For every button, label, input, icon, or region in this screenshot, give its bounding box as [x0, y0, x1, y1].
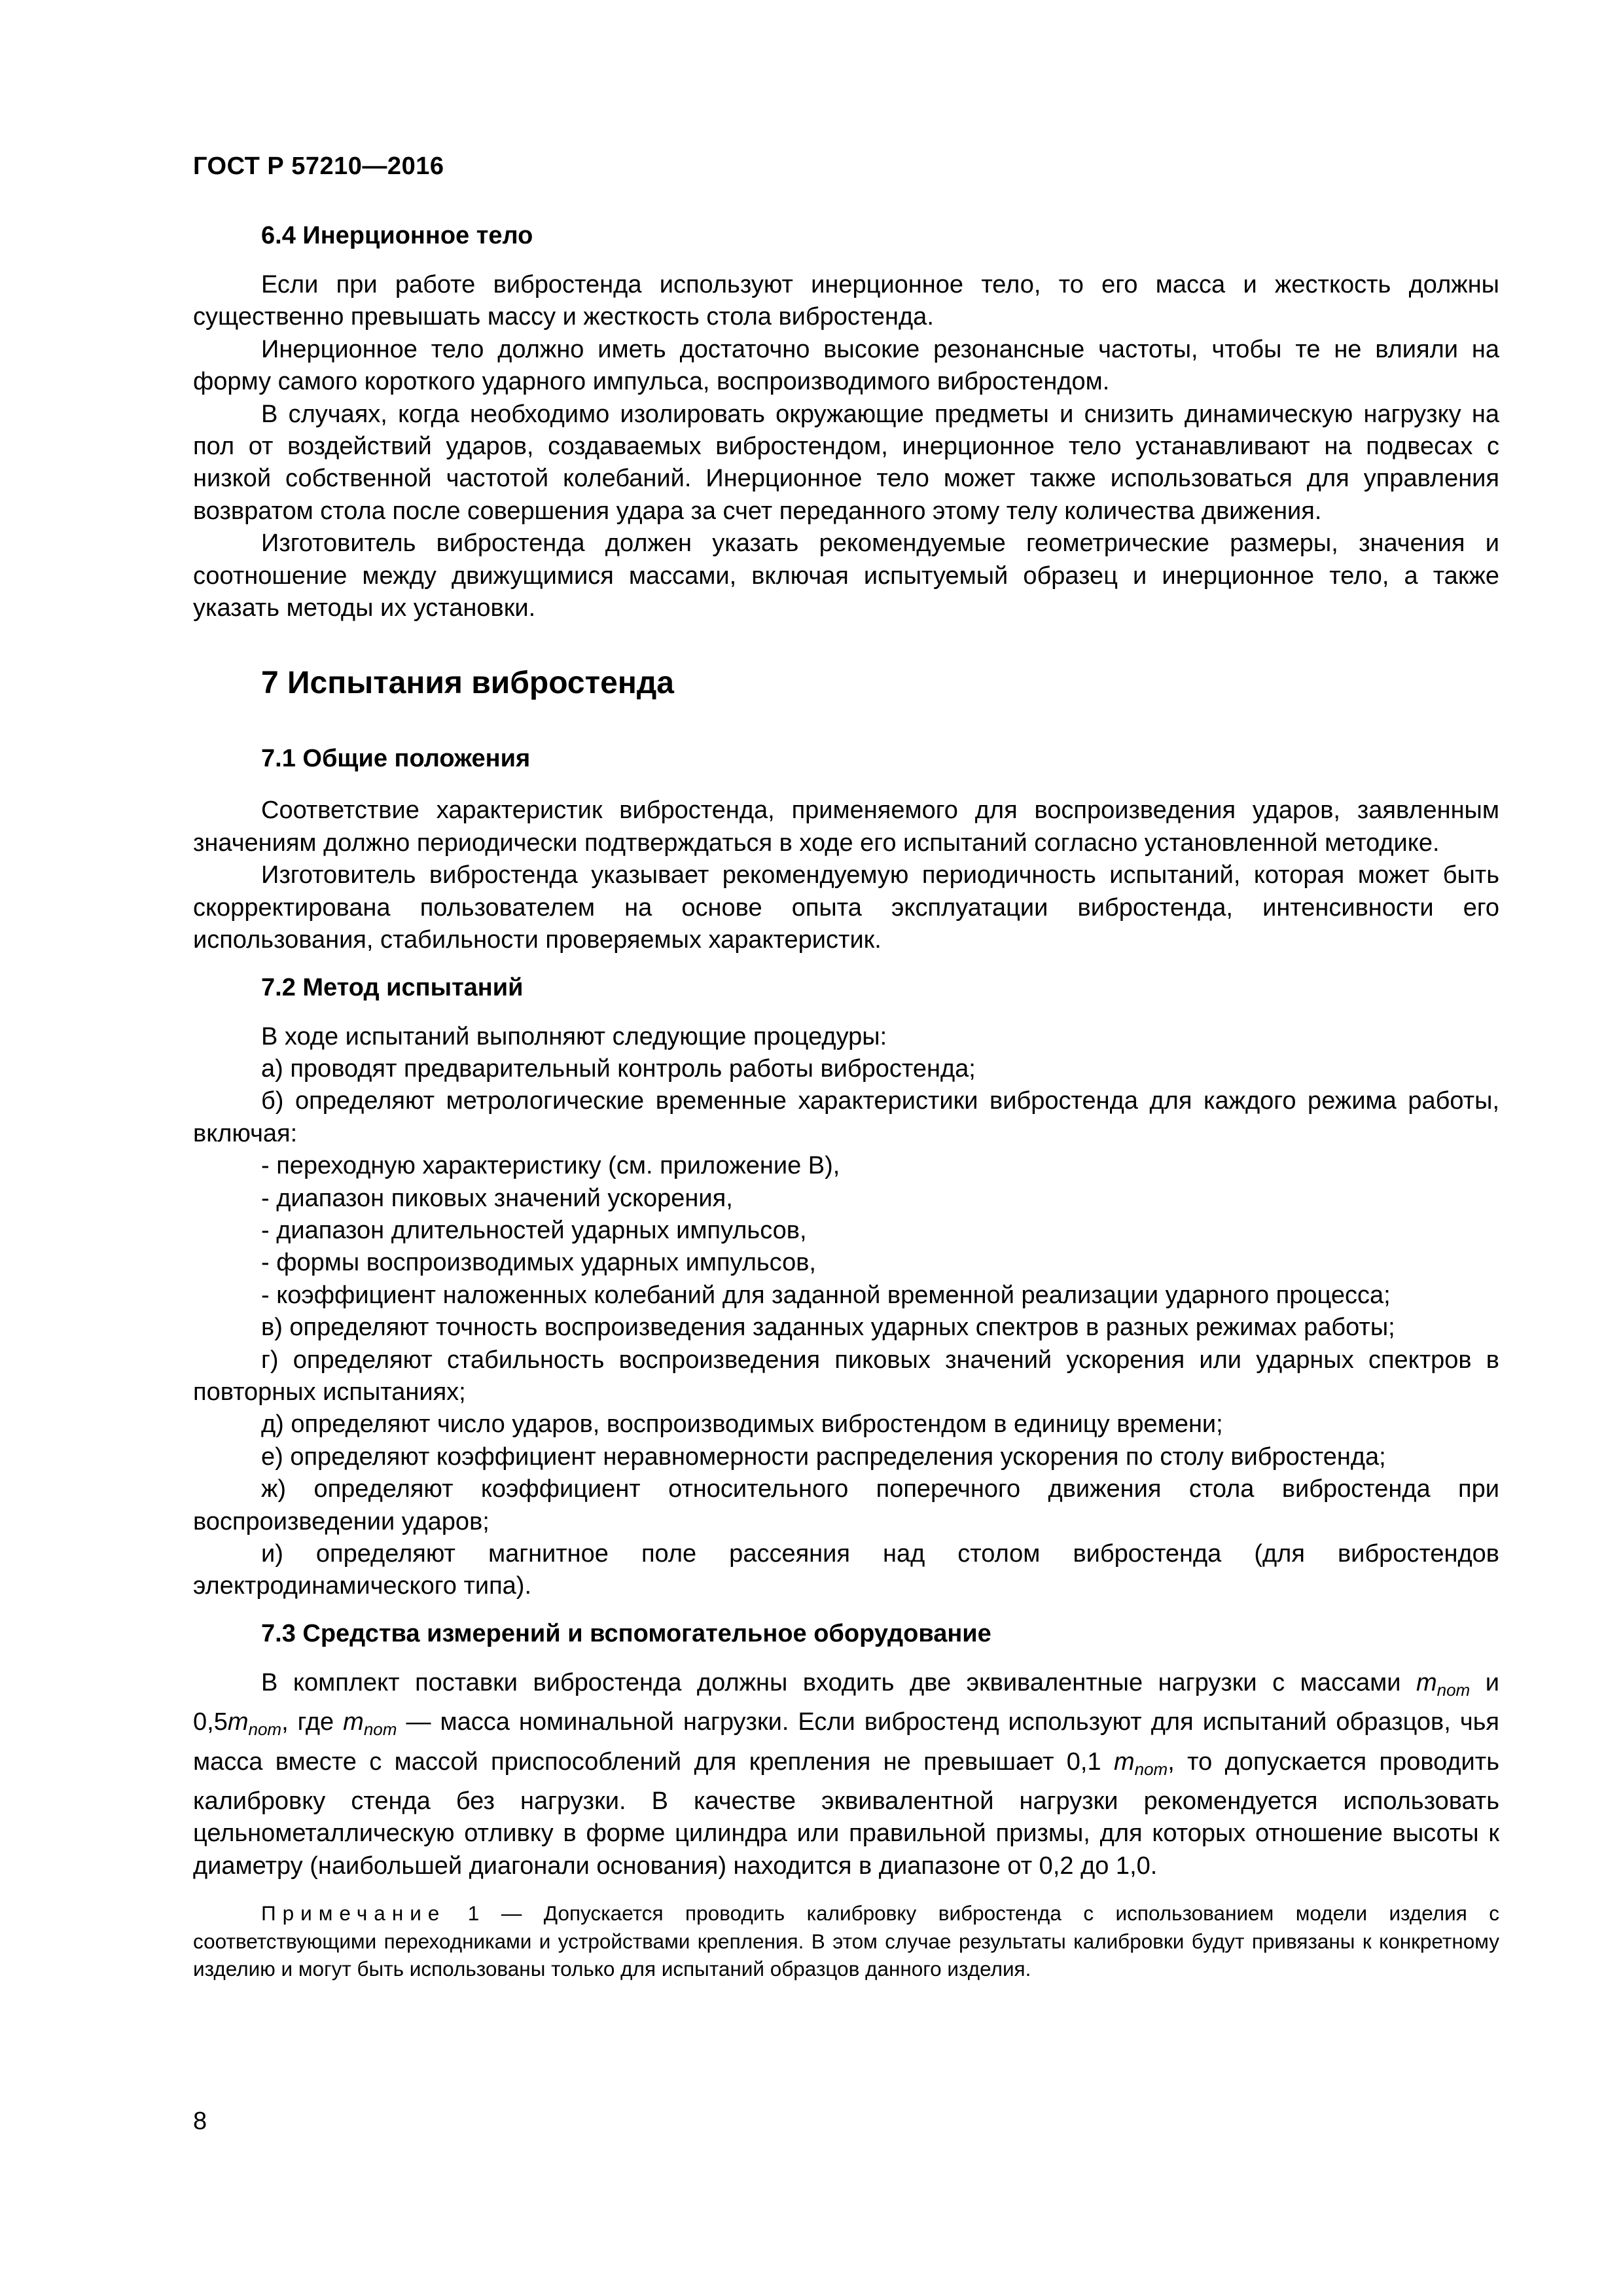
text-run: и 0,5 [193, 1668, 1499, 1736]
math-subscript: nom [363, 1719, 397, 1740]
document-code: ГОСТ Р 57210—2016 [193, 152, 444, 180]
list-item-g: г) определяют стабильность воспроизведения пиковых значений ускорения или ударных спектров в повторных испытаниях; [193, 1346, 1499, 1406]
text-run: — масса номинальной нагрузки. Если вибростенд используют для испытаний образцов, чья масса вместе с массой приспособлений для крепления не превышает 0,1 [193, 1708, 1499, 1776]
math-m: m [343, 1708, 364, 1736]
paragraph: Если при работе вибростенда используют инерционное тело, то его масса и жесткость должны существенно превышать массу и жесткость стола вибростенда. [193, 271, 1499, 331]
math-subscript: nom [1436, 1679, 1471, 1700]
math-m: m [1113, 1748, 1135, 1776]
dash-item: - диапазон длительностей ударных импульсов, [261, 1216, 807, 1244]
math-m: m [1416, 1668, 1437, 1696]
list-item-d: д) определяют число ударов, воспроизводимых вибростендом в единицу времени; [261, 1410, 1223, 1439]
dash-item: - диапазон пиковых значений ускорения, [261, 1184, 733, 1212]
math-m: m [227, 1708, 249, 1736]
paragraph: В случаях, когда необходимо изолировать окружающие предметы и снизить динамическую нагрузку на пол от воздействий ударов, создаваемых вибростендом, инерционное тело устанавливают на подвесах с низкой собственной частотой колебаний. Инерционное тело может также использоваться для управления возвратом стола после совершения удара за счет переданного этому телу количества движения. [193, 400, 1499, 525]
list-item-v: в) определяют точность воспроизведения заданных ударных спектров в разных режимах работы; [261, 1314, 1395, 1342]
section-7-title: 7 Испытания вибростенда [261, 666, 674, 701]
note [193, 1899, 1499, 1983]
text-run: , где [281, 1708, 344, 1736]
text-run: , то допускается проводить калибровку стенда без нагрузки. В качестве эквивалентной нагрузки рекомендуется использовать цельнометаллическую отливку в форме цилиндра или правильной призмы, для которых отношение высоты к диаметру (наибольшей диагонали основания) находится в диапазоне от 0,2 до 1,0. [193, 1748, 1499, 1880]
note-label: Примечание [261, 1901, 446, 1926]
page-number: 8 [193, 2108, 207, 2135]
list-item-a: а) проводят предварительный контроль работы вибростенда; [261, 1054, 976, 1083]
note-text: 1 — Допускается проводить калибровку вибростенда с использованием модели изделия с соответствующими переходниками и устройствами крепления. В этом случае результаты калибровки будут привязаны к конкретному изделию и могут быть использованы только для испытаний образцов данного изделия. [193, 1901, 1499, 1981]
math-subscript: nom [1134, 1759, 1168, 1779]
paragraph: Инерционное тело должно иметь достаточно высокие резонансные частоты, чтобы те не влияли на форму самого короткого ударного импульса, воспроизводимого вибростендом. [193, 335, 1499, 396]
section-6-4-title: 6.4 Инерционное тело [261, 222, 533, 249]
list-item-b: б) определяют метрологические временные характеристики вибростенда для каждого режима работы, включая: [193, 1087, 1499, 1147]
dash-item: - коэффициент наложенных колебаний для заданной временной реализации ударного процесса; [261, 1281, 1391, 1309]
list-item-e: е) определяют коэффициент неравномерности распределения ускорения по столу вибростенда; [261, 1443, 1386, 1471]
list-item-zh: ж) определяют коэффициент относительного поперечного движения стола вибростенда при воспроизведении ударов; [193, 1475, 1499, 1535]
dash-item: - переходную характеристику (см. приложение В), [261, 1152, 840, 1180]
section-7-1-title: 7.1 Общие положения [261, 745, 531, 773]
paragraph: В ходе испытаний выполняют следующие процедуры: [261, 1022, 887, 1050]
paragraph: Соответствие характеристик вибростенда, применяемого для воспроизведения ударов, заявленным значениям должно периодически подтверждаться в ходе его испытаний согласно установленной методике. [193, 797, 1499, 857]
paragraph: Изготовитель вибростенда должен указать рекомендуемые геометрические размеры, значения и соотношение между движущимися массами, включая испытуемый образец и инерционное тело, а также указать методы их установки. [193, 529, 1499, 622]
math-subscript: nom [248, 1719, 282, 1740]
section-7-2-title: 7.2 Метод испытаний [261, 973, 524, 1001]
list-item-i: и) определяют магнитное поле рассеяния над столом вибростенда (для вибростендов электродинамического типа). [193, 1540, 1499, 1600]
text-run: В комплект поставки вибростенда должны входить две эквивалентные нагрузки с массами [261, 1668, 1416, 1696]
paragraph-equivalent-loads [193, 1667, 1499, 1882]
dash-item: - формы воспроизводимых ударных импульсов, [261, 1249, 816, 1277]
section-7-3-title: 7.3 Средства измерений и вспомогательное оборудование [261, 1619, 991, 1647]
paragraph: Изготовитель вибростенда указывает рекомендуемую периодичность испытаний, которая может быть скорректирована пользователем на основе опыта эксплуатации вибростенда, интенсивности его использования, стабильности проверяемых характеристик. [193, 861, 1499, 954]
page-content [193, 219, 1499, 1983]
